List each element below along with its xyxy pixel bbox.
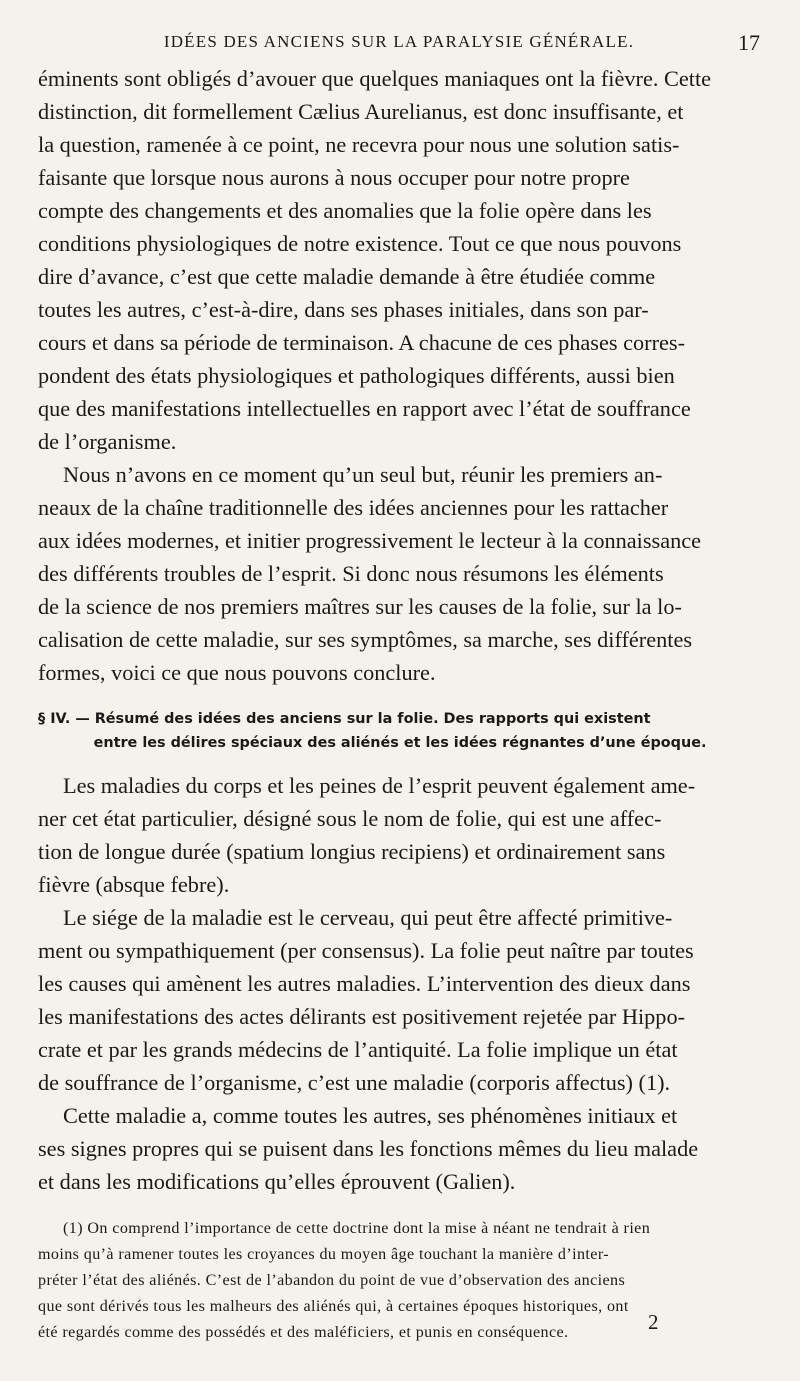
text-line: faisante que lorsque nous aurons à nous occuper pour notre propre	[38, 165, 630, 190]
footnote-line: que sont dérivés tous les malheurs des aliénés qui, à certaines époques historiques, ont	[38, 1298, 629, 1315]
paragraph-4	[38, 901, 762, 1099]
text-line: calisation de cette maladie, sur ses symptômes, sa marche, ses différentes	[38, 627, 693, 652]
text-line: Le siége de la maladie est le cerveau, qui peut être affecté primitive-	[63, 905, 673, 930]
text-line: aux idées modernes, et initier progressivement le lecteur à la connaissance	[38, 528, 702, 553]
signature-mark: 2	[648, 1310, 659, 1334]
text-line: conditions physiologiques de notre existence. Tout ce que nous pouvons	[38, 231, 682, 256]
running-head	[38, 30, 760, 60]
running-head-title: IDÉES DES ANCIENS SUR LA PARALYSIE GÉNÉRALE.	[163, 32, 635, 51]
text-line: ment ou sympathiquement (per consensus). La folie peut naître par toutes	[38, 938, 694, 963]
footnote-line: moins qu’à ramener toutes les croyances du moyen âge touchant la manière d’inter-	[38, 1246, 610, 1263]
text-line: la question, ramenée à ce point, ne recevra pour nous une solution satis-	[38, 132, 680, 157]
body-text	[38, 62, 762, 1346]
text-line: Les maladies du corps et les peines de l’esprit peuvent également ame-	[63, 773, 696, 798]
paragraph-1	[38, 62, 762, 458]
paragraph-5	[38, 1099, 762, 1198]
paragraph-3	[38, 769, 762, 901]
text-line: distinction, dit formellement Cælius Aurelianus, est donc insuffisante, et	[38, 99, 684, 124]
text-line: Nous n’avons en ce moment qu’un seul but, réunir les premiers an-	[63, 462, 663, 487]
footnote-line: préter l’état des aliénés. C’est de l’abandon du point de vue d’observation des anciens	[38, 1272, 626, 1289]
section-heading	[38, 707, 762, 755]
text-line: cours et dans sa période de terminaison. A chacune de ces phases corres-	[38, 330, 685, 355]
text-line: fièvre (absque febre).	[38, 872, 230, 897]
text-line: que des manifestations intellectuelles en rapport avec l’état de souffrance	[38, 396, 691, 421]
footnote-line: été regardés comme des possédés et des maléficiers, et punis en conséquence.	[38, 1324, 569, 1341]
paragraph-2	[38, 458, 762, 689]
text-line: les manifestations des actes délirants est positivement rejetée par Hippo-	[38, 1004, 686, 1029]
text-line: Cette maladie a, comme toutes les autres, ses phénomènes initiaux et	[63, 1103, 678, 1128]
section-heading-line: entre les délires spéciaux des aliénés et les idées régnantes d’une époque.	[93, 735, 707, 751]
text-line: des différents troubles de l’esprit. Si donc nous résumons les éléments	[38, 561, 664, 586]
text-line: et dans les modifications qu’elles éprouvent (Galien).	[38, 1169, 516, 1194]
text-line: compte des changements et des anomalies que la folie opère dans les	[38, 198, 652, 223]
text-line: les causes qui amènent les autres maladies. L’intervention des dieux dans	[38, 971, 691, 996]
text-line: ner cet état particulier, désigné sous le nom de folie, qui est une affec-	[38, 806, 662, 831]
text-line: tion de longue durée (spatium longius recipiens) et ordinairement sans	[38, 839, 666, 864]
footnote-line: (1) On comprend l’importance de cette doctrine dont la mise à néant ne tendrait à rien	[63, 1220, 651, 1237]
text-line: de la science de nos premiers maîtres sur les causes de la folie, sur la lo-	[38, 594, 682, 619]
text-line: de l’organisme.	[38, 429, 177, 454]
text-line: crate et par les grands médecins de l’antiquité. La folie implique un état	[38, 1037, 678, 1062]
text-line: toutes les autres, c’est-à-dire, dans ses phases initiales, dans son par-	[38, 297, 649, 322]
text-line: neaux de la chaîne traditionnelle des idées anciennes pour les rattacher	[38, 495, 669, 520]
text-line: ses signes propres qui se puisent dans les fonctions mêmes du lieu malade	[38, 1136, 699, 1161]
section-heading-line: § IV. — Résumé des idées des anciens sur la folie. Des rapports qui existent	[38, 711, 651, 727]
text-line: dire d’avance, c’est que cette maladie demande à être étudiée comme	[38, 264, 656, 289]
page-number: 17	[738, 30, 760, 55]
text-line: de souffrance de l’organisme, c’est une maladie (corporis affectus) (1).	[38, 1070, 671, 1095]
text-line: pondent des états physiologiques et pathologiques différents, aussi bien	[38, 363, 675, 388]
text-line: formes, voici ce que nous pouvons conclure.	[38, 660, 436, 685]
text-line: éminents sont obligés d’avouer que quelques maniaques ont la fièvre. Cette	[38, 66, 712, 91]
